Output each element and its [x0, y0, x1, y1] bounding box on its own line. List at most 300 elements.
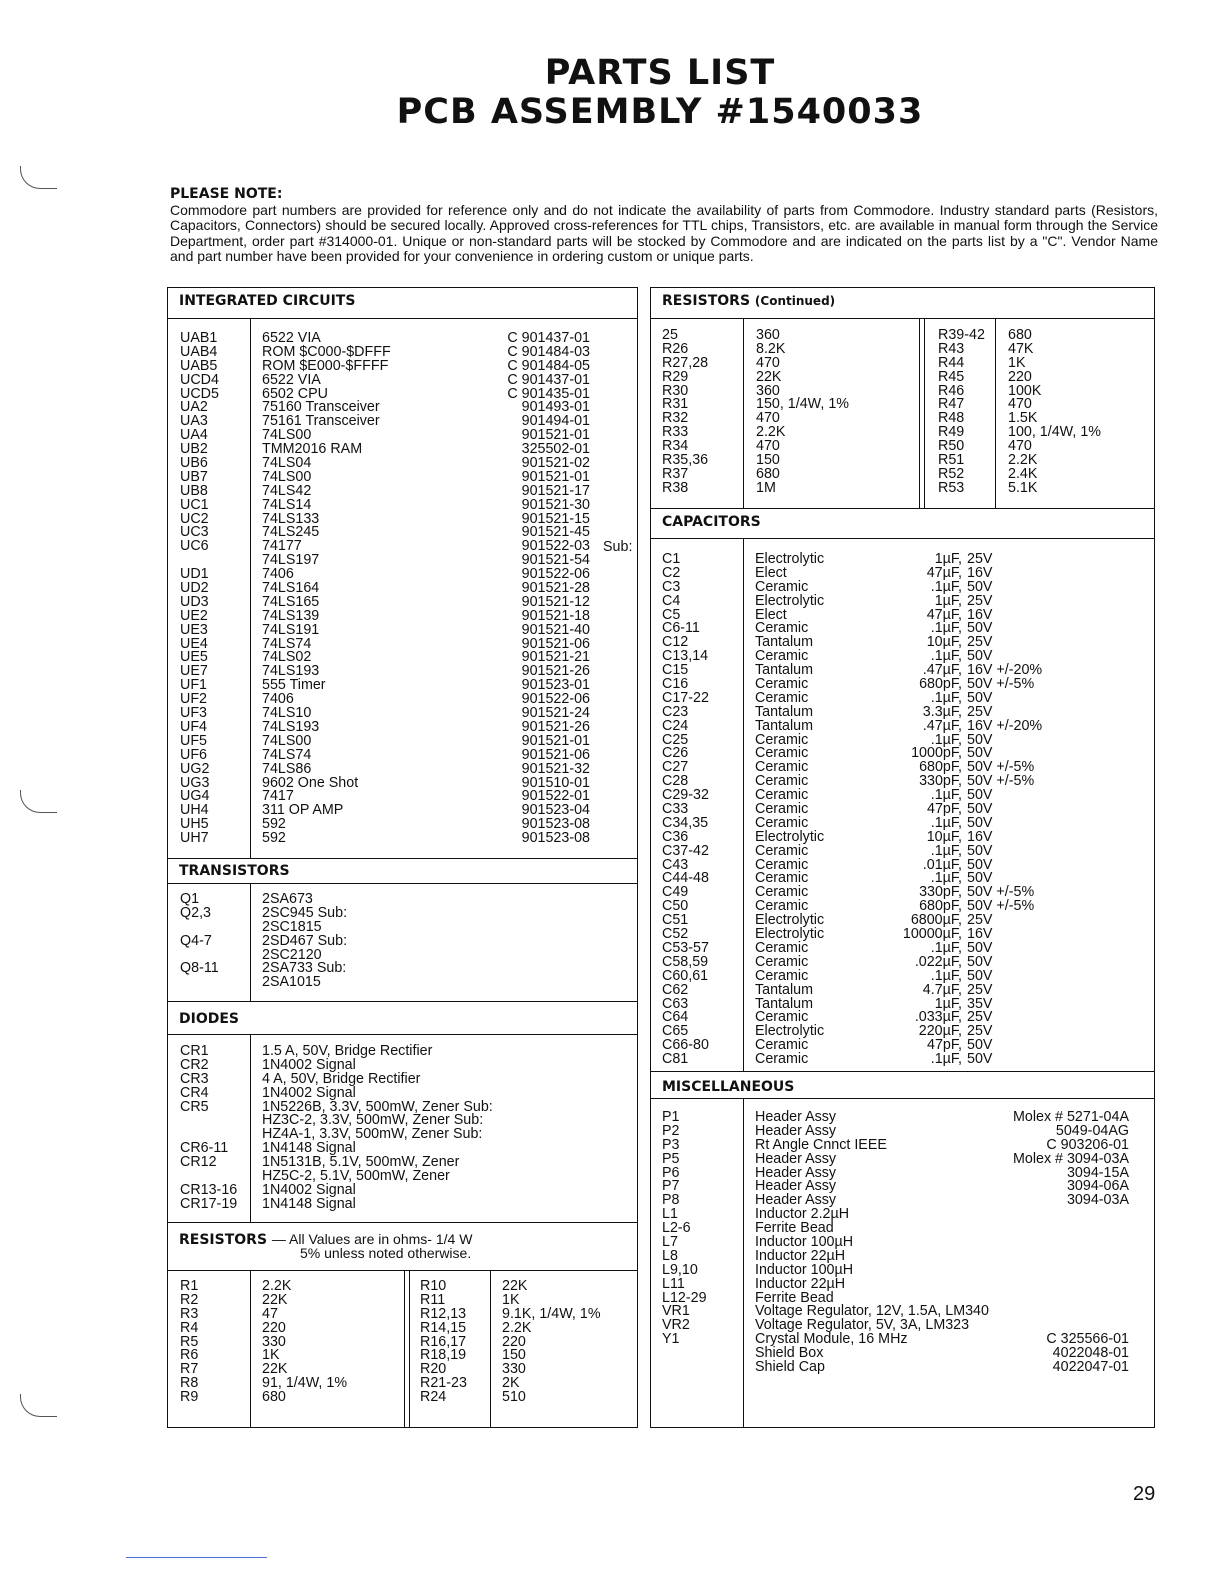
resistor-value: 220 [502, 1333, 526, 1350]
capacitor-ref: C28 [662, 773, 689, 790]
misc-ref-column [662, 1111, 707, 1375]
capacitor-rating: 50V [967, 953, 993, 970]
resistor-ref: R27,28 [662, 354, 709, 371]
binder-mark [20, 790, 57, 813]
resistor-value: 470 [1008, 396, 1032, 413]
ic-part-column [470, 332, 590, 846]
ic-ref: UD1 [180, 566, 209, 583]
misc-part-number [900, 1250, 1129, 1264]
ic-part-number: 901521-12 [521, 593, 590, 610]
diode-desc: 1.5 A, 50V, Bridge Rectifier [262, 1043, 433, 1059]
ic-desc: ROM $E000-$FFFF [262, 357, 389, 374]
misc-ref: P3 [662, 1136, 680, 1153]
capacitor-ref: C25 [662, 731, 689, 748]
capacitor-ref: C34,35 [662, 814, 709, 831]
ic-ref: UE5 [180, 649, 208, 666]
divider [167, 883, 638, 884]
capacitor-value: 330pF, [919, 773, 962, 790]
misc-desc: Header Assy [755, 1164, 837, 1181]
misc-ref: Y1 [662, 1331, 680, 1348]
ic-part-number: 901521-01 [521, 732, 590, 749]
capacitor-value: .47µF, [922, 662, 962, 679]
capacitor-type: Electrolytic [755, 828, 825, 845]
capacitor-ref: C2 [662, 564, 681, 581]
resistor-value: 330 [262, 1333, 286, 1350]
ic-ref: UC1 [180, 496, 209, 513]
capacitor-rating-column [967, 553, 1042, 1067]
capacitor-value: .1µF, [930, 578, 962, 595]
ic-part-number: 901521-26 [521, 663, 590, 680]
diode-desc: HZ3C-2, 3.3V, 500mW, Zener Sub: [262, 1112, 484, 1129]
misc-desc: Inductor 22µH [755, 1247, 846, 1264]
ic-ref: UF2 [180, 691, 208, 708]
resistor-value: 1K [502, 1291, 520, 1308]
resistor-value: 47 [262, 1305, 278, 1322]
misc-part-number [900, 1222, 1129, 1236]
resistor-ref: R34 [662, 438, 689, 455]
capacitor-rating: 16V [967, 926, 993, 943]
misc-desc: Ferrite Bead [755, 1220, 834, 1237]
resistors-cont-title: RESISTORS [662, 293, 751, 309]
ic-part-number: 901523-08 [521, 830, 590, 847]
ic-ref: UG2 [180, 760, 210, 777]
resistor-ref: R30 [662, 382, 689, 399]
resistor-ref: 25 [662, 327, 678, 343]
capacitor-ref: C36 [662, 828, 689, 845]
ic-part-number: 901522-06 [521, 691, 590, 708]
ic-desc: 74LS00 [262, 427, 312, 444]
misc-desc: Shield Box [755, 1345, 824, 1362]
divider [650, 318, 1155, 319]
transistor-ref: Q8-11 [180, 960, 219, 977]
ic-ref: UAB1 [180, 330, 218, 346]
resistor-ref: R53 [938, 479, 965, 496]
capacitor-ref: C16 [662, 676, 689, 693]
ic-desc: 74LS191 [262, 621, 320, 638]
resistor-value: 22K [262, 1291, 288, 1308]
ic-part-number: 901521-01 [521, 468, 590, 485]
ic-ref: UAB4 [180, 343, 218, 360]
ic-part-number: 901522-01 [521, 788, 590, 805]
misc-ref: P1 [662, 1109, 680, 1125]
resistor-value: 9.1K, 1/4W, 1% [502, 1305, 601, 1322]
capacitor-value: 47pF, [927, 801, 962, 818]
ic-desc: 74LS00 [262, 468, 312, 485]
ic-ref: UF4 [180, 718, 208, 735]
resistor-ref: R44 [938, 354, 965, 371]
resistor-ref: R14,15 [420, 1319, 467, 1336]
ic-desc: 74LS86 [262, 760, 312, 777]
column-divider [919, 318, 920, 508]
capacitor-rating: 50V +/-5% [967, 773, 1035, 790]
capacitor-rating: 50V [967, 1051, 993, 1068]
ic-desc: 74177 [262, 538, 302, 555]
ic-part-number: 901521-24 [521, 705, 590, 722]
resistor-value: 91, 1/4W, 1% [262, 1375, 348, 1392]
diode-desc: 4 A, 50V, Bridge Rectifier [262, 1070, 421, 1087]
capacitor-ref: C65 [662, 1023, 689, 1040]
capacitor-ref: C17-22 [662, 689, 709, 706]
column-divider [743, 1098, 744, 1428]
capacitor-ref: C53-57 [662, 939, 709, 956]
resistor-value: 1M [756, 479, 776, 496]
capacitor-value: .1µF, [930, 787, 962, 804]
capacitor-value: 680pF, [919, 759, 962, 776]
misc-part-number: 3094-03A [1066, 1192, 1129, 1209]
resistor-value: 2.4K [1008, 465, 1038, 482]
capacitor-type: Ceramic [755, 884, 809, 901]
resistor-ref: R1 [180, 1278, 199, 1294]
ic-desc: 555 Timer [262, 677, 326, 694]
resistor-ref: R12,13 [420, 1305, 467, 1322]
resistor-ref-column [180, 1280, 198, 1405]
resistor-value: 510 [502, 1389, 526, 1406]
footer-rule [126, 1557, 267, 1558]
misc-ref: P7 [662, 1178, 680, 1195]
ic-part-number: 325502-01 [521, 441, 590, 458]
column-divider [490, 1270, 491, 1428]
capacitor-ref: C12 [662, 634, 689, 651]
capacitor-rating: 50V [967, 939, 993, 956]
resistor-value: 1K [1008, 354, 1026, 371]
resistor-value: 100K [1008, 382, 1042, 399]
capacitor-ref: C5 [662, 606, 681, 623]
diode-ref [180, 1114, 237, 1128]
capacitor-value: .1µF, [930, 620, 962, 637]
capacitor-type: Tantalum [755, 995, 814, 1012]
misc-desc: Header Assy [755, 1192, 837, 1209]
misc-ref [662, 1347, 707, 1361]
capacitor-ref: C60,61 [662, 967, 709, 984]
capacitor-ref: C3 [662, 578, 681, 595]
column-divider [250, 883, 251, 1001]
capacitor-ref: C43 [662, 856, 689, 873]
resistors-note-line2: 5% unless noted otherwise. [300, 1245, 472, 1261]
note-heading: PLEASE NOTE: [170, 186, 283, 202]
misc-desc: Voltage Regulator, 12V, 1.5A, LM340 [755, 1303, 989, 1320]
resistor-ref: R16,17 [420, 1333, 467, 1350]
ic-part-number: C 901484-03 [507, 343, 590, 360]
ic-desc: 74LS74 [262, 746, 312, 763]
diodes-heading: DIODES [179, 1011, 239, 1027]
capacitor-type: Ceramic [755, 745, 809, 762]
ic-ref: UAB5 [180, 357, 218, 374]
ic-desc: 74LS193 [262, 718, 320, 735]
ic-ref: UB6 [180, 455, 208, 472]
ic-ref: UD2 [180, 580, 209, 597]
transistor-desc: 2SA673 [262, 891, 313, 907]
misc-part-number [900, 1278, 1129, 1292]
ic-part-number: C 901435-01 [507, 385, 590, 402]
resistors-cont-heading [662, 293, 835, 309]
misc-desc: Inductor 22µH [755, 1275, 846, 1292]
ic-ref: UG3 [180, 774, 210, 791]
capacitor-rating: 50V [967, 801, 993, 818]
capacitor-value: .1µF, [930, 1051, 962, 1068]
misc-ref: P8 [662, 1192, 680, 1209]
resistor-value: 2.2K [756, 424, 786, 441]
column-divider [995, 318, 996, 508]
ic-desc: 74LS193 [262, 663, 320, 680]
resistor-value: 150 [756, 452, 780, 469]
misc-part-number [900, 1292, 1129, 1306]
misc-desc: Rt Angle Cnnct IEEE [755, 1136, 887, 1153]
resistor-value: 2.2K [1008, 452, 1038, 469]
ic-ref: UE3 [180, 621, 208, 638]
ic-part-number: 901521-17 [521, 482, 590, 499]
capacitor-ref: C23 [662, 703, 689, 720]
ic-part-number: 901521-26 [521, 718, 590, 735]
ic-part-number: 901521-01 [521, 427, 590, 444]
capacitor-ref: C13,14 [662, 648, 709, 665]
ic-ref: UC2 [180, 510, 209, 527]
resistor-value: 150 [502, 1347, 526, 1364]
capacitor-type: Ceramic [755, 689, 809, 706]
ic-part-number: C 901484-05 [507, 357, 590, 374]
capacitor-value: .1µF, [930, 814, 962, 831]
ic-ref: UB8 [180, 482, 208, 499]
capacitor-type: Ceramic [755, 856, 809, 873]
resistor-value: 680 [1008, 327, 1032, 343]
ic-desc: 74LS00 [262, 732, 312, 749]
resistor-cont-ref-column [938, 329, 985, 496]
capacitor-ref: C64 [662, 1009, 689, 1026]
ic-part-number: 901523-04 [521, 802, 590, 819]
capacitor-rating: 16V +/-20% [967, 662, 1043, 679]
resistor-ref-column [420, 1280, 467, 1405]
capacitor-value: 10µF, [926, 634, 962, 651]
column-divider [743, 318, 744, 508]
column-divider [250, 1034, 251, 1222]
capacitor-value: 330pF, [919, 884, 962, 901]
ic-ref: UC6 [180, 538, 209, 555]
page-title [0, 54, 1224, 132]
misc-part-number: 4022048-01 [1052, 1345, 1129, 1362]
ic-ref: UE4 [180, 635, 208, 652]
transistor-desc: 2SD467 Sub: [262, 932, 348, 949]
capacitor-type: Ceramic [755, 842, 809, 859]
capacitor-ref: C62 [662, 981, 689, 998]
ic-desc: 75161 Transceiver [262, 413, 380, 430]
resistor-ref: R21-23 [420, 1375, 467, 1392]
resistor-ref: R24 [420, 1389, 447, 1406]
capacitor-type: Ceramic [755, 870, 809, 887]
transistor-desc: 2SC2120 [262, 946, 322, 963]
column-divider [404, 1270, 405, 1428]
resistor-value: 100, 1/4W, 1% [1008, 424, 1101, 441]
ic-ref: UE2 [180, 607, 208, 624]
capacitor-type: Ceramic [755, 967, 809, 984]
transistor-ref [180, 976, 219, 990]
capacitor-rating: 25V [967, 703, 993, 720]
resistor-value: 22K [756, 368, 782, 385]
capacitor-type: Electrolytic [755, 926, 825, 943]
ic-part-number: 901521-30 [521, 496, 590, 513]
misc-desc: Voltage Regulator, 5V, 3A, LM323 [755, 1317, 970, 1334]
misc-ref: L2-6 [662, 1220, 691, 1237]
capacitor-rating: 50V +/-5% [967, 884, 1035, 901]
resistor-cont-value-column [756, 329, 849, 496]
ic-part-number: 901521-32 [521, 760, 590, 777]
capacitor-ref: C81 [662, 1051, 689, 1068]
capacitor-ref: C4 [662, 592, 681, 609]
ic-ref: UE7 [180, 663, 208, 680]
ic-ref: UA2 [180, 399, 208, 416]
misc-part-number [900, 1208, 1129, 1222]
capacitor-ref: C52 [662, 926, 689, 943]
capacitor-value: .1µF, [930, 967, 962, 984]
capacitor-value: .1µF, [930, 842, 962, 859]
ic-part-number: 901521-21 [521, 649, 590, 666]
misc-desc: Header Assy [755, 1150, 837, 1167]
capacitor-rating: 25V [967, 1009, 993, 1026]
misc-part-number: 4022047-01 [1052, 1359, 1129, 1376]
diode-desc: 1N4148 Signal [262, 1195, 356, 1212]
capacitor-type: Electrolytic [755, 1023, 825, 1040]
capacitor-ref: C51 [662, 912, 689, 929]
divider [650, 1071, 1155, 1072]
misc-part-number: 5049-04AG [1055, 1122, 1129, 1139]
capacitor-rating: 50V [967, 787, 993, 804]
resistor-ref: R35,36 [662, 452, 709, 469]
ic-desc: 592 [262, 816, 286, 833]
capacitor-rating: 25V [967, 634, 993, 651]
misc-desc: Header Assy [755, 1109, 837, 1125]
resistor-ref: R51 [938, 452, 965, 469]
diode-ref-column [180, 1045, 237, 1212]
capacitor-type: Ceramic [755, 898, 809, 915]
capacitor-ref: C26 [662, 745, 689, 762]
resistor-value: 330 [502, 1361, 526, 1378]
resistor-ref: R47 [938, 396, 965, 413]
resistor-value: 8.2K [756, 340, 786, 357]
resistor-ref: R49 [938, 424, 965, 441]
resistor-value: 220 [262, 1319, 286, 1336]
ic-desc-column [262, 332, 391, 846]
transistor-desc: 2SC1815 [262, 918, 322, 935]
resistor-ref: R52 [938, 465, 965, 482]
resistor-ref: R5 [180, 1333, 199, 1350]
diode-desc: HZ5C-2, 5.1V, 500mW, Zener [262, 1168, 450, 1185]
capacitor-ref: C50 [662, 898, 689, 915]
capacitor-ref: C33 [662, 801, 689, 818]
resistor-value: 680 [756, 465, 780, 482]
capacitor-ref: C63 [662, 995, 689, 1012]
ic-part-number: 901521-18 [521, 607, 590, 624]
capacitor-type: Ceramic [755, 953, 809, 970]
page-number: 29 [1133, 1483, 1156, 1505]
misc-desc: Inductor 100µH [755, 1261, 854, 1278]
resistor-value: 470 [1008, 438, 1032, 455]
capacitor-ref: C15 [662, 662, 689, 679]
capacitor-type: Ceramic [755, 578, 809, 595]
capacitor-rating: 16V [967, 606, 993, 623]
diode-ref: CR12 [180, 1154, 217, 1171]
ic-desc: 74LS197 [262, 552, 320, 569]
capacitor-type: Ceramic [755, 620, 809, 637]
ic-ref: UH5 [180, 816, 209, 833]
resistor-value: 2K [502, 1375, 520, 1392]
ic-desc: 74LS74 [262, 635, 312, 652]
capacitor-type: Ceramic [755, 759, 809, 776]
capacitor-value: 6800µF, [910, 912, 962, 929]
diode-desc: HZ4A-1, 3.3V, 500mW, Zener Sub: [262, 1126, 483, 1143]
resistor-ref: R7 [180, 1361, 199, 1378]
resistor-value: 2.2K [262, 1278, 292, 1294]
resistor-ref: R8 [180, 1375, 199, 1392]
capacitor-value: 680pF, [919, 676, 962, 693]
ic-part-number: 901521-40 [521, 621, 590, 638]
capacitor-value: .47µF, [922, 717, 962, 734]
misc-ref: L9,10 [662, 1261, 698, 1278]
capacitor-type: Ceramic [755, 731, 809, 748]
capacitor-rating: 50V [967, 814, 993, 831]
ic-desc: 6522 VIA [262, 330, 321, 346]
resistor-ref: R32 [662, 410, 689, 427]
ic-part-number: 901521-54 [521, 552, 590, 569]
resistor-value: 470 [756, 438, 780, 455]
misc-part-number: C 903206-01 [1046, 1136, 1129, 1153]
title-line-1: PARTS LIST [544, 53, 776, 93]
capacitor-value: 680pF, [919, 898, 962, 915]
ic-part-number: 901521-28 [521, 580, 590, 597]
capacitor-ref: C58,59 [662, 953, 709, 970]
resistor-value: 5.1K [1008, 479, 1038, 496]
resistor-value: 1.5K [1008, 410, 1038, 427]
capacitor-ref: C49 [662, 884, 689, 901]
capacitor-value: 1µF, [934, 551, 962, 567]
resistor-value: 680 [262, 1389, 286, 1406]
capacitor-rating: 50V [967, 731, 993, 748]
resistor-value: 47K [1008, 340, 1034, 357]
misc-desc: Header Assy [755, 1178, 837, 1195]
misc-part-number: 3094-06A [1066, 1178, 1129, 1195]
column-divider [924, 318, 925, 508]
capacitor-ref: C24 [662, 717, 689, 734]
capacitor-ref: C1 [662, 551, 681, 567]
capacitor-rating: 50V [967, 620, 993, 637]
resistor-value: 22K [502, 1278, 528, 1294]
capacitor-type: Ceramic [755, 1009, 809, 1026]
capacitor-rating: 25V [967, 551, 993, 567]
resistor-ref: R6 [180, 1347, 199, 1364]
ic-part-number: 901522-06 [521, 566, 590, 583]
capacitor-rating: 50V [967, 648, 993, 665]
resistor-value-column [262, 1280, 347, 1405]
diode-ref: CR5 [180, 1098, 209, 1115]
ic-ref: UA3 [180, 413, 208, 430]
ic-part-number: 901494-01 [521, 413, 590, 430]
misc-part-number: 3094-15A [1066, 1164, 1129, 1181]
capacitor-type: Electrolytic [755, 592, 825, 609]
ic-desc: 9602 One Shot [262, 774, 359, 791]
misc-ref [662, 1361, 707, 1375]
capacitor-rating: 50V [967, 856, 993, 873]
divider [167, 1034, 638, 1035]
capacitor-type-column [755, 553, 824, 1067]
ic-part-number: 901521-06 [521, 746, 590, 763]
capacitor-value: 1µF, [934, 995, 962, 1012]
ic-sub-note: Sub: [603, 539, 633, 555]
capacitor-rating: 25V [967, 981, 993, 998]
capacitor-rating: 16V +/-20% [967, 717, 1043, 734]
resistor-ref: R31 [662, 396, 689, 413]
capacitor-rating: 50V [967, 689, 993, 706]
ic-part-number: 901493-01 [521, 399, 590, 416]
ic-ref: UCD4 [180, 371, 219, 388]
capacitor-type: Electrolytic [755, 551, 825, 567]
ic-desc: 74LS139 [262, 607, 320, 624]
